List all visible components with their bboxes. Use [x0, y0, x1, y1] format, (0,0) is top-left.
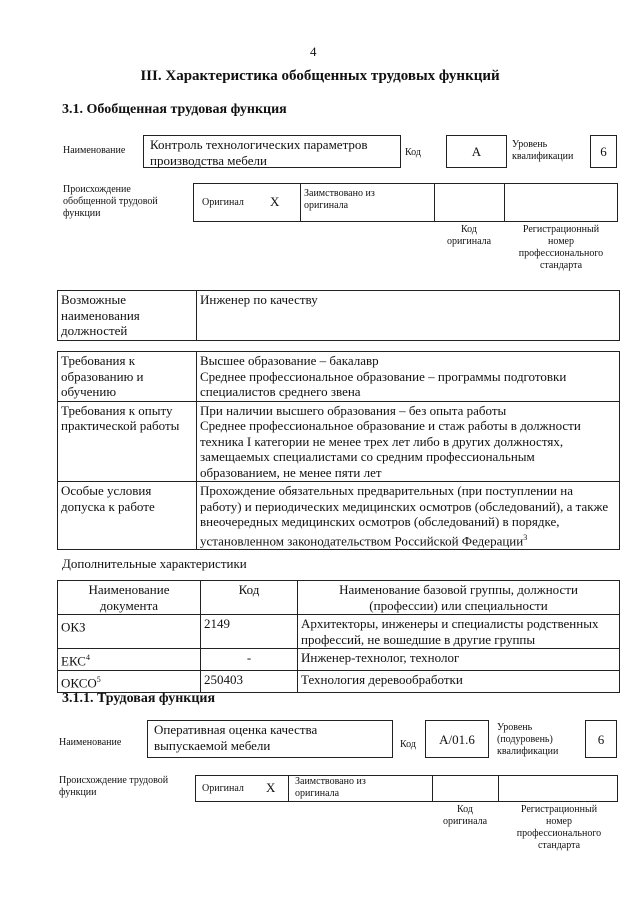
req-experience-label: Требования к опыту практической работы — [58, 401, 197, 482]
additional-table — [57, 580, 620, 693]
tf-code-original-label: Код оригинала — [442, 804, 488, 827]
req-experience-value: При наличии высшего образования – без опыта работы Среднее профессиональное образование и стаж работы в должности техника I категории не менее трех лет либо в других должностях, замещаемых специалистами со средним профессиональным образованием, не менее пяти лет — [197, 401, 620, 482]
gtf-reg-number-label: Регистрационный номер профессионального стандарта — [518, 224, 604, 271]
add-doc: ОКЗ — [61, 619, 86, 635]
add-doc-sup: 4 — [85, 653, 90, 662]
tf-heading: 3.1.1. Трудовая функция — [62, 691, 216, 706]
req-special-label: Особые условия допуска к работе — [58, 482, 197, 550]
tf-origin-label: Происхождение трудовой функции — [59, 775, 169, 798]
gtf-borrowed-label: Заимствовано из оригинала — [304, 188, 375, 211]
gtf-level-value: 6 — [590, 135, 617, 168]
add-header-code: Код — [201, 581, 298, 615]
gtf-origin-label: Происхождение обобщенной трудовой функции — [63, 184, 158, 219]
section-title: III. Характеристика обобщенных трудовых функций — [140, 68, 500, 84]
tf-original-mark: X — [266, 780, 276, 795]
add-doc-cell — [58, 670, 201, 692]
req-education-label: Требования к образованию и обучению — [58, 352, 197, 402]
add-header-doc: Наименование документа — [58, 581, 201, 615]
req-special-cell — [197, 482, 620, 550]
gtf-origin-table — [193, 183, 618, 222]
tf-level-label: Уровень (подуровень) квалификации — [497, 722, 559, 757]
gtf-code-label: Код — [405, 147, 421, 158]
add-doc: ЕКС — [61, 653, 86, 669]
positions-table — [57, 290, 620, 341]
gtf-original-label: Оригинал — [202, 197, 244, 208]
add-name: Технология деревообработки — [298, 670, 620, 692]
tf-original-label: Оригинал — [202, 783, 244, 794]
add-doc-sup: 5 — [96, 674, 101, 684]
tf-reg-number-label: Регистрационный номер профессионального стандарта — [516, 804, 602, 851]
additional-title: Дополнительные характеристики — [62, 556, 247, 571]
add-name: Архитекторы, инженеры и специалисты родственных профессий, не вошедшие в другие группы — [298, 615, 620, 649]
tf-level-value: 6 — [585, 720, 617, 758]
gtf-name-label: Наименование — [63, 145, 126, 156]
add-code: - — [201, 649, 298, 671]
gtf-original-mark: X — [270, 194, 280, 209]
tf-code-label: Код — [400, 739, 416, 750]
add-doc-cell — [58, 615, 201, 649]
requirements-table — [57, 351, 620, 550]
tf-name-label: Наименование — [59, 737, 122, 748]
gtf-level-label: Уровень квалификации — [512, 139, 574, 162]
add-doc: ОКСО — [61, 675, 97, 691]
table-row — [58, 649, 620, 671]
tf-code-value: A/01.6 — [425, 720, 489, 758]
gtf-name-value: Контроль технологических параметров производства мебели — [143, 135, 401, 168]
add-code: 250403 — [201, 670, 298, 692]
tf-borrowed-label: Заимствовано из оригинала — [295, 776, 366, 799]
tf-name-value: Оперативная оценка качества выпускаемой мебели — [147, 720, 393, 758]
gtf-code-original-label: Код оригинала — [446, 224, 492, 247]
req-special-value: Прохождение обязательных предварительных (при поступлении на работу) и периодических медицинских осмотров (обследований), а также внеочередных медицинских осмотров (обследований) в порядке, установленном законодательством Российской Федерации — [200, 483, 609, 548]
add-name: Инженер-технолог, технолог — [298, 649, 620, 671]
add-code: 2149 — [201, 615, 298, 649]
positions-label: Возможные наименования должностей — [58, 291, 197, 341]
tf-origin-table — [195, 775, 618, 802]
gtf-heading: 3.1. Обобщенная трудовая функция — [62, 102, 287, 117]
add-header-name: Наименование базовой группы, должности (профессии) или специальности — [298, 581, 620, 615]
gtf-code-value: A — [446, 135, 507, 168]
page-number: 4 — [310, 44, 317, 59]
positions-value: Инженер по качеству — [197, 291, 620, 341]
table-row — [58, 615, 620, 649]
footnote-marker: 3 — [523, 532, 528, 542]
table-row — [58, 670, 620, 692]
add-doc-cell — [58, 649, 201, 671]
req-education-value: Высшее образование – бакалавр Среднее профессиональное образование – программы подготовки специалистов среднего звена — [197, 352, 620, 402]
